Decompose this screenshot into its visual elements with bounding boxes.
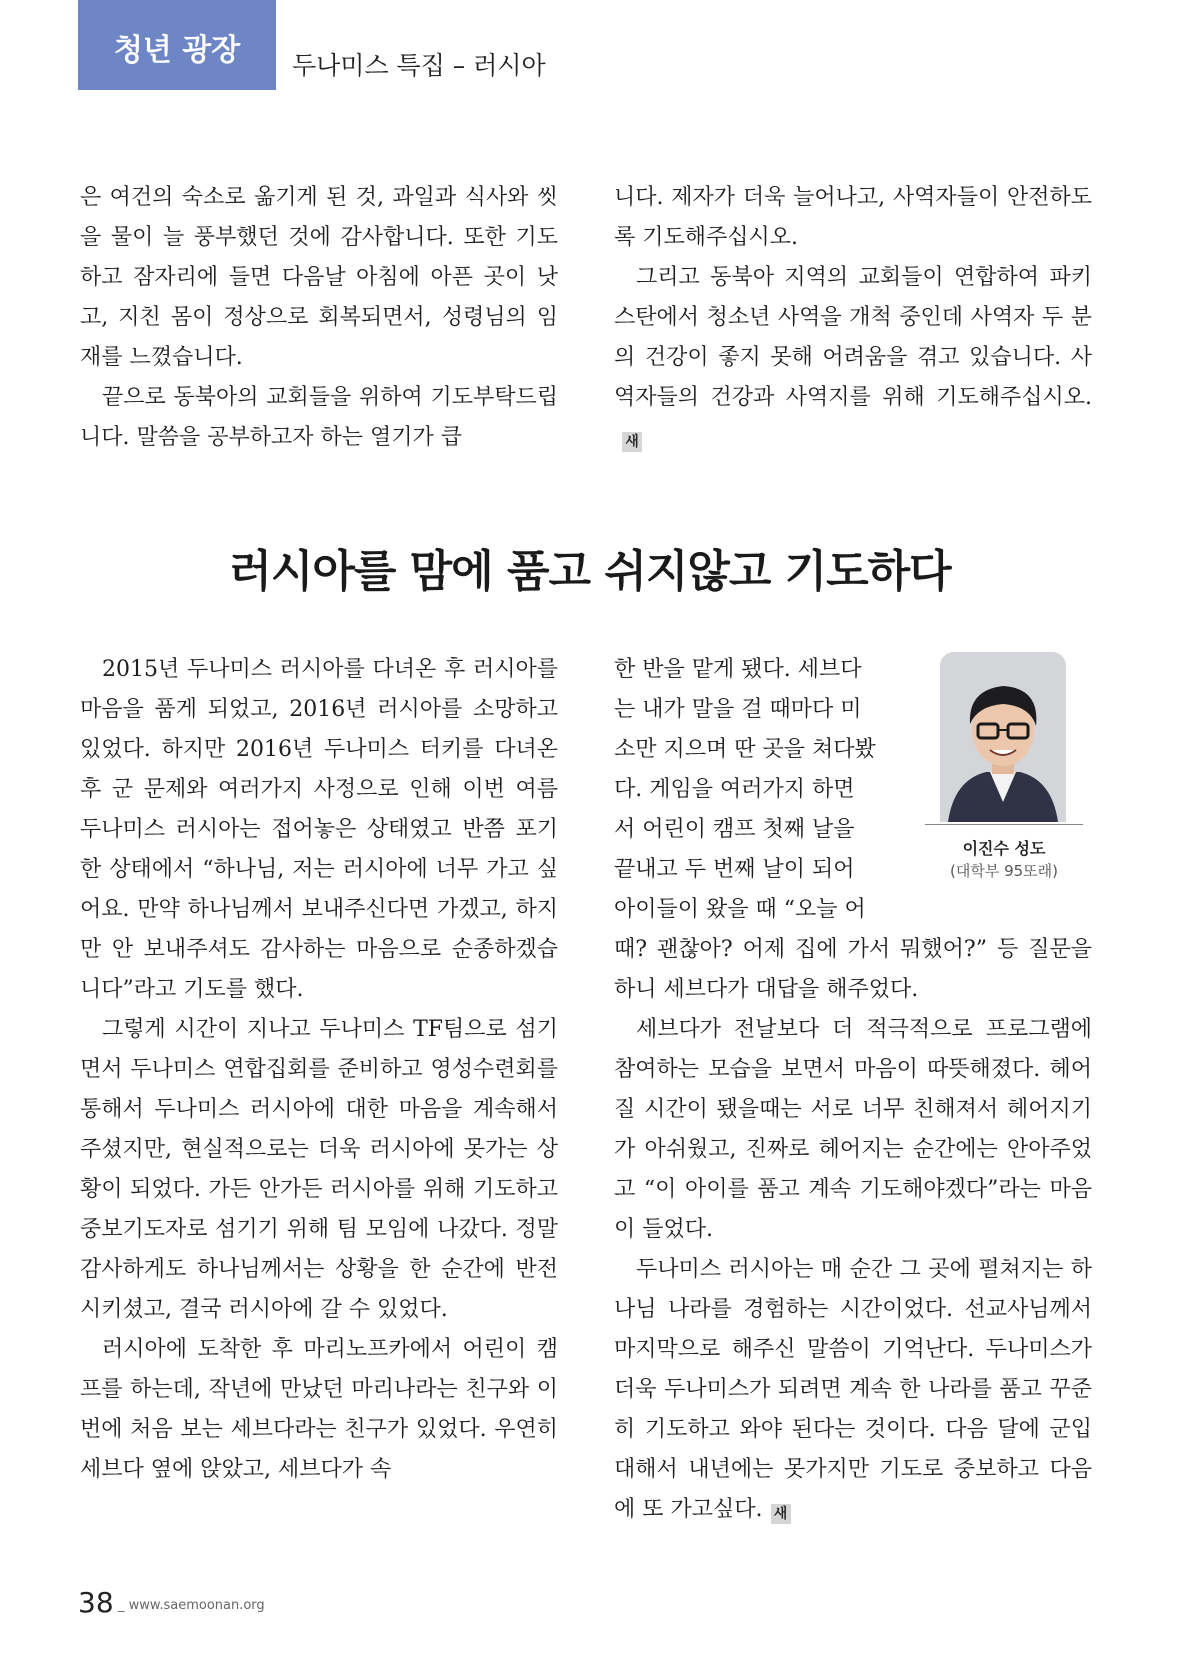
author-photo — [940, 652, 1066, 822]
paragraph: 2015년 두나미스 러시아를 다녀온 후 러시아를 마음을 품게 되었고, 2016년 러시아를 소망하고 있었다. 하지만 2016년 두나미스 터키를 다녀온 후 군 문제와 여러가지 사정으로 인해 이번 여름 두나미스 러시아는 접어놓은 상태였고 반쯤 포기한 상태에서 “하나님, 저는 러시아에 너무 가고 싶어요. 만약 하나님께서 보내주신다면 가겠고, 하지만 안 보내주셔도 감사하는 마음으로 순종하겠습니다”라고 기도를 했다. — [80, 657, 558, 1002]
text-line: 한 반을 맡게 됐다. 세브다 — [614, 657, 862, 682]
paragraph-text: 그리고 동북아 지역의 교회들이 연합하여 파키스탄에서 청소년 사역을 개척 중인데 사역자 두 분의 건강이 좋지 못해 어려움을 겪고 있습니다. 사역자들의 건강과 사역지를 위해 기도해주십시오. — [614, 265, 1092, 410]
paragraph — [614, 258, 1092, 458]
author-name: 이진수 성도 — [962, 839, 1046, 858]
paragraph: 때? 괜찮아? 어제 집에 가서 뭐했어?” 등 질문을 하니 세브다가 대답을 해주었다. — [614, 937, 1092, 1002]
paragraph: 세브다가 전날보다 더 적극적으로 프로그램에 참여하는 모습을 보면서 마음이 따뜻해졌다. 헤어질 시간이 됐을때는 서로 너무 친해져서 헤어지기가 아쉬웠고, 진짜로 헤어지는 순간에는 안아주었고 “이 아이를 품고 계속 기도해야겠다”라는 마음이 들었다. — [614, 1017, 1092, 1242]
paragraph: 러시아에 도착한 후 마리노프카에서 어린이 캠프를 하는데, 작년에 만났던 마리나라는 친구와 이번에 처음 보는 세브다라는 친구가 있었다. 우연히 세브다 옆에 앉았고, 세브다가 속 — [80, 1337, 558, 1482]
end-mark-icon: 새 — [622, 432, 642, 452]
portrait-image — [940, 652, 1066, 822]
paragraph — [614, 1250, 1092, 1530]
paragraph: 니다. 제자가 더욱 늘어나고, 사역자들이 안전하도록 기도해주십시오. — [614, 185, 1092, 250]
paragraph-text: 두나미스 러시아는 매 순간 그 곳에 펼쳐지는 하나님 나라를 경험하는 시간이었다. 선교사님께서 마지막으로 해주신 말씀이 기억난다. 두나미스가 더욱 두나미스가 되려면 계속 한 나라를 품고 꾸준히 기도하고 와야 된다는 것이다. 다음 달에 군입대해서 내년에는 못가지만 기도로 중보하고 다음에 또 가고싶다. — [614, 1257, 1092, 1522]
wrap-around-text — [614, 650, 894, 930]
paragraph: 끝으로 동북아의 교회들을 위하여 기도부탁드립니다. 말씀을 공부하고자 하는 열기가 큽 — [80, 385, 558, 450]
paragraph: 그렇게 시간이 지나고 두나미스 TF팀으로 섬기면서 두나미스 연합집회를 준비하고 영성수련회를 통해서 두나미스 러시아에 대한 마음을 계속해서 주셨지만, 현실적으로는 더욱 러시아에 못가는 상황이 되었다. 가든 안가든 러시아를 위해 기도하고 중보기도자로 섬기기 위해 팀 모임에 나갔다. 정말 감사하게도 하나님께서는 상황을 한 순간에 반전시키셨고, 결국 러시아에 갈 수 있었다. — [80, 1017, 558, 1322]
text-line: 다. 게임을 여러가지 하면 — [614, 777, 855, 802]
text-line: 끝내고 두 번째 날이 되어 — [614, 857, 855, 882]
top-article-column-1 — [80, 178, 558, 458]
text-line: 소만 지으며 딴 곳을 쳐다봤 — [614, 737, 876, 762]
footer-url: _ www.saemoonan.org — [118, 1598, 265, 1613]
text-line: 는 내가 말을 걸 때마다 미 — [614, 697, 862, 722]
end-mark-icon: 새 — [771, 1504, 791, 1524]
author-role: (대학부 95또래) — [949, 862, 1058, 880]
paragraph: 은 여건의 숙소로 옮기게 된 것, 과일과 식사와 씻을 물이 늘 풍부했던 것에 감사합니다. 또한 기도하고 잠자리에 들면 다음날 아침에 아픈 곳이 낫고, 지친 몸이 정상으로 회복되면서, 성령님의 임재를 느꼈습니다. — [80, 185, 558, 370]
text-line: 서 어린이 캠프 첫째 날을 — [614, 817, 855, 842]
article-title: 러시아를 맘에 품고 쉬지않고 기도하다 — [229, 546, 951, 597]
caption-divider — [925, 824, 1083, 825]
text-line: 아이들이 왔을 때 “오늘 어 — [614, 897, 866, 922]
section-tag: 청년 광장 — [78, 0, 276, 90]
top-article-column-2 — [614, 178, 1092, 458]
section-title: 두나미스 특집 – 러시아 — [292, 51, 546, 80]
article-column-1 — [80, 650, 558, 1490]
page-number: 38 — [78, 1586, 114, 1619]
